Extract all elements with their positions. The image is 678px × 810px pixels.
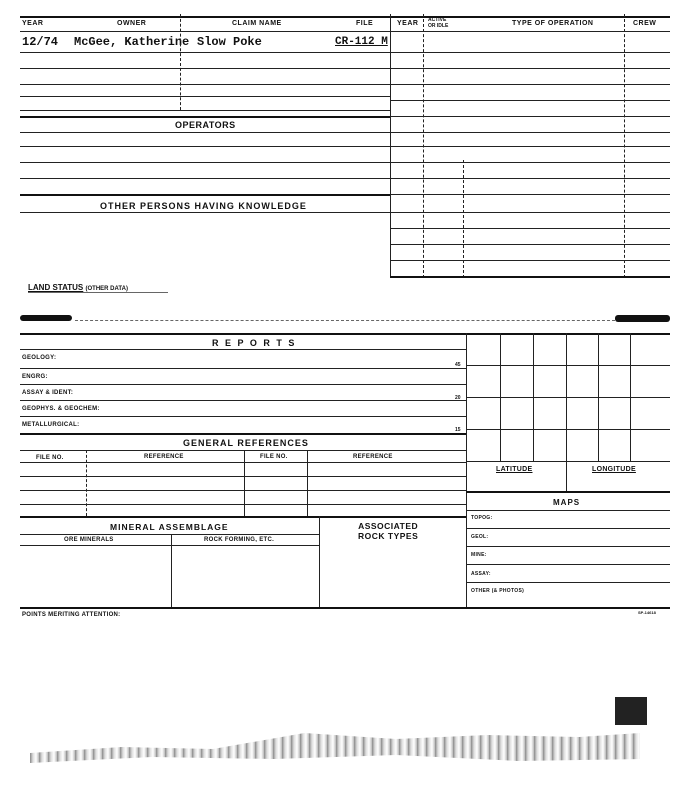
row-rule [466, 510, 670, 511]
grid-line [466, 429, 670, 430]
mineral-assemblage-heading: MINERAL ASSEMBLAGE [110, 522, 229, 532]
row-rule [20, 384, 466, 385]
other-persons-top-rule [20, 194, 390, 196]
engrg-label: ENGRG: [22, 374, 48, 380]
col-header-active-idle: ACTIVE OR IDLE [428, 17, 449, 29]
points-meriting-attention-label: POINTS MERITING ATTENTION: [22, 612, 121, 618]
col-header-crew: CREW [633, 20, 657, 27]
row-rule [20, 368, 466, 369]
col-divider [319, 516, 320, 607]
row-rule [20, 416, 466, 417]
col-header-year: YEAR [22, 20, 44, 27]
reports-heading: R E P O R T S [212, 338, 297, 348]
row-rule [390, 84, 670, 85]
row-rule [390, 116, 670, 117]
row-rule [20, 504, 466, 505]
maps-assay-label: ASSAY: [471, 571, 491, 577]
row-rule [390, 260, 670, 261]
row-rule [390, 228, 670, 229]
row-rule [20, 84, 390, 85]
row-rule [20, 68, 390, 69]
maps-heading: MAPS [553, 498, 581, 507]
col-divider [86, 450, 87, 516]
grid-line [466, 365, 670, 366]
row-rule [20, 212, 390, 213]
row-rule [390, 132, 670, 133]
entry-year: 12/74 [22, 35, 59, 49]
row-rule [390, 212, 670, 213]
bottom-rule [20, 607, 670, 609]
reports-right-divider [466, 333, 467, 607]
header-rule [20, 31, 670, 32]
row-rule [466, 528, 670, 529]
geology-label: GEOLOGY: [22, 355, 57, 361]
row-rule [20, 96, 390, 97]
gen-ref-reference-2: REFERENCE [353, 454, 393, 460]
row-rule [20, 178, 390, 179]
reports-top-rule [20, 333, 670, 335]
row-rule [390, 178, 670, 179]
row-rule [390, 52, 670, 53]
longitude-label: LONGITUDE [592, 466, 636, 473]
row-rule [20, 349, 466, 350]
form-code: SP-14618 [638, 610, 656, 615]
maps-top-rule [466, 491, 670, 493]
assay-number: 20 [455, 395, 461, 401]
row-rule [466, 582, 670, 583]
latitude-label: LATITUDE [496, 466, 533, 473]
row-rule [390, 244, 670, 245]
maps-geol-label: GEOL: [471, 534, 489, 540]
row-rule [20, 534, 319, 535]
top-rule [20, 16, 670, 18]
land-status-heading: LAND STATUS (OTHER DATA) [28, 283, 128, 292]
gen-ref-file-no-1: FILE NO. [36, 455, 64, 461]
row-rule [466, 546, 670, 547]
land-status-underline [28, 292, 168, 293]
scan-smudge [615, 697, 647, 725]
mineral-top-rule [20, 516, 466, 518]
scan-smudge [20, 315, 72, 321]
col-header-file: FILE [356, 20, 374, 27]
grid-line [466, 461, 670, 462]
row-rule [20, 132, 390, 133]
land-status-line [75, 320, 615, 321]
col-header-year-2: YEAR [397, 20, 419, 27]
col-header-owner: OWNER [117, 20, 147, 27]
maps-other-label: OTHER (& PHOTOS) [471, 588, 525, 594]
geology-number: 45 [455, 362, 461, 368]
operators-heading: OPERATORS [175, 120, 236, 130]
general-references-top-rule [20, 433, 466, 435]
maps-mine-label: MINE: [471, 552, 487, 558]
rock-forming-label: ROCK FORMING, ETC. [204, 537, 275, 543]
row-rule [390, 100, 670, 101]
col-header-claim-name: CLAIM NAME [232, 20, 282, 27]
row-rule [20, 476, 466, 477]
row-rule [466, 564, 670, 565]
ore-minerals-label: ORE MINERALS [64, 537, 114, 543]
col-divider [566, 461, 567, 491]
row-rule [390, 68, 670, 69]
grid-line [466, 397, 670, 398]
general-references-heading: GENERAL REFERENCES [183, 438, 309, 448]
scan-artifact [30, 725, 640, 765]
metallurgical-number: 15 [455, 427, 461, 433]
row-rule [20, 110, 390, 111]
entry-file: CR-112 M [335, 36, 388, 48]
row-rule [20, 400, 466, 401]
other-persons-heading: OTHER PERSONS HAVING KNOWLEDGE [100, 201, 307, 211]
col-divider [307, 450, 308, 516]
row-rule [390, 146, 670, 147]
row-rule [20, 490, 466, 491]
row-rule [20, 162, 390, 163]
operators-top-rule [20, 116, 390, 118]
entry-claim: Slow Poke [197, 35, 262, 49]
row-rule [20, 462, 466, 463]
row-rule [390, 194, 670, 195]
row-rule [20, 52, 390, 53]
gen-ref-file-no-2: FILE NO. [260, 454, 288, 460]
gen-ref-reference-1: REFERENCE [144, 454, 184, 460]
maps-topog-label: TOPOG: [471, 515, 493, 521]
row-rule [20, 146, 390, 147]
row-rule [20, 545, 319, 546]
col-divider [244, 450, 245, 516]
metallurgical-label: METALLURGICAL: [22, 422, 80, 428]
row-rule [390, 276, 670, 278]
associated-rock-types-heading: ASSOCIATED ROCK TYPES [358, 521, 419, 541]
scan-smudge [615, 315, 670, 322]
entry-owner: McGee, Katherine [74, 35, 190, 49]
geophys-geochem-label: GEOPHYS. & GEOCHEM: [22, 406, 100, 412]
assay-ident-label: ASSAY & IDENT: [22, 390, 74, 396]
col-header-type-of-operation: TYPE OF OPERATION [512, 20, 594, 27]
row-rule [390, 162, 670, 163]
